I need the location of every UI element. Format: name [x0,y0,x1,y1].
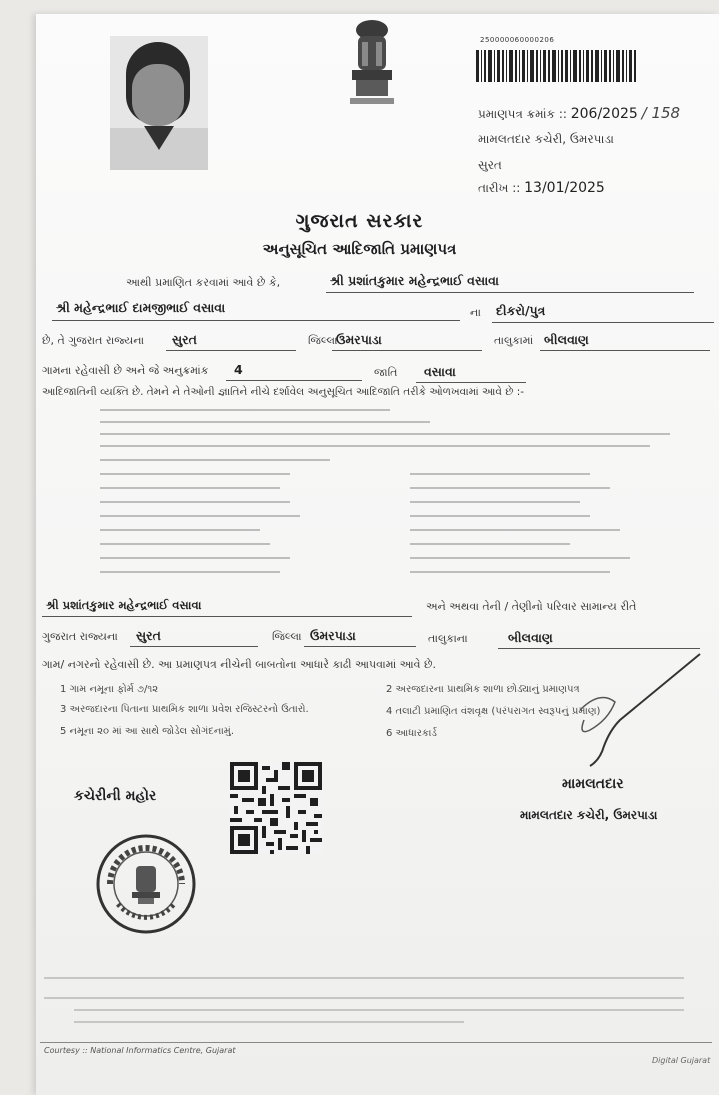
issuing-district: સુરત [478,158,502,172]
certificate-title: અનુસૂચિત આદિજાતિ પ્રમાણપત્ર [262,240,457,258]
district-value: સુરત [172,332,197,347]
tribe-list-faded [90,404,690,584]
family-sentence: અને અથવા તેની / તેણીનો પરિવાર સામાન્ય રીતે [426,600,637,613]
certificate-number: 206/2025 [570,106,638,122]
handwritten-number: / 158 [641,104,681,122]
issuing-office: મામલતદાર કચેરી, ઉમરપાડા [478,132,614,146]
district-label: જિલ્લા [308,334,338,347]
district-label-2: જિલ્લા [272,630,302,643]
digital-gujarat-label: Digital Gujarat [652,1056,711,1065]
document-item: 3 અરજદારના પિતાના પ્રાથમિક શાળા પ્રવેશ રજિસ્ટરનો ઉતારો. [60,704,309,715]
seal-label: કચેરીની મહોર [74,788,157,804]
barcode [476,50,636,82]
office-seal-stamp [94,832,198,936]
taluka-label-2: તાલુકાના [428,632,468,645]
state-prefix: છે, તે ગુજરાત રાજ્યના [42,334,145,347]
barcode-number: 250000060000206 [480,36,555,44]
applicant-photo [110,36,208,170]
document-item: 1 ગામ નમૂના ફોર્મ ૭/૧૨ [60,684,159,695]
applicant-name-2: શ્રી પ્રશાંતકુમાર મહેન્દ્રભાઈ વસાવા [46,598,202,612]
signatory-title: મામલતદાર [562,776,624,792]
caste-value: વસાવા [424,364,456,379]
taluka-value: ઉમરપાડા [336,332,382,347]
taluka-label: તાલુકામાં [494,334,534,347]
government-title: ગુજરાત સરકાર [295,210,424,232]
issue-date-line [478,180,605,196]
courtesy-note: Courtesy :: National Informatics Centre, Gujarat [44,1046,236,1055]
signatory-office: મામલતદાર કચેરી, ઉમરપાડા [520,808,658,822]
document-item: 4 તલાટી પ્રમાણિત વંશવૃક્ષ (પરંપરાગત સ્વરૂપનું પ્રમાણ) [386,706,601,717]
of-label: ના [470,306,481,319]
signature-mark [560,650,710,770]
relation: દીકરો/પુત્ર [496,303,546,318]
issue-date: 13/01/2025 [524,180,605,196]
certify-prefix: આથી પ્રમાણિત કરવામાં આવે છે કે, [126,276,281,289]
state-prefix-2: ગુજરાત રાજ્યના [42,630,118,643]
basis-sentence: ગામ/ નગરનો રહેવાસી છે. આ પ્રમાણપત્ર નીચેની બાબતોના આધારે કાઢી આપવામાં આવે છે. [42,658,437,671]
certificate-number-line [478,104,680,122]
district-value-2: સુરત [136,628,161,643]
village-value-2: બીલવાણ [508,630,553,645]
certificate-number-label: પ્રમાણપત્ર ક્રમાંક :: [478,107,567,121]
state-emblem-icon [340,16,404,110]
village-residence: ગામના રહેવાસી છે અને જે અનુક્રમાંક [42,364,209,377]
village-value: બીલવાણ [544,332,589,347]
document-item: 5 નમૂના ૨૦ માં આ સાથે જોડેલ સોગંદનામું. [60,726,235,737]
document-item: 2 અરજદારના પ્રાથમિક શાળા છોડ્યાનું પ્રમાણપત્ર [386,684,580,695]
qr-code [230,762,322,854]
issue-date-label: તારીખ :: [478,181,521,195]
applicant-name: શ્રી પ્રશાંતકુમાર મહેન્દ્રભાઈ વસાવા [330,273,499,288]
serial-number: 4 [234,362,243,377]
father-name: શ્રી મહેન્દ્રભાઈ દામજીભાઈ વસાવા [56,300,226,315]
footer-notes-faded [44,972,694,1032]
document-item: 6 આધારકાર્ડ [386,728,437,739]
caste-label: જાતિ [374,366,398,379]
tribe-sentence: આદિજાતિની વ્યક્તિ છે. તેમને ને તેઓની જ્ઞાતિને નીચે દર્શાવેલ અનુસૂચિત આદિજાતિ તરીકે ઓળખવામાં આવે છે :- [42,386,525,398]
taluka-value-2: ઉમરપાડા [310,628,356,643]
